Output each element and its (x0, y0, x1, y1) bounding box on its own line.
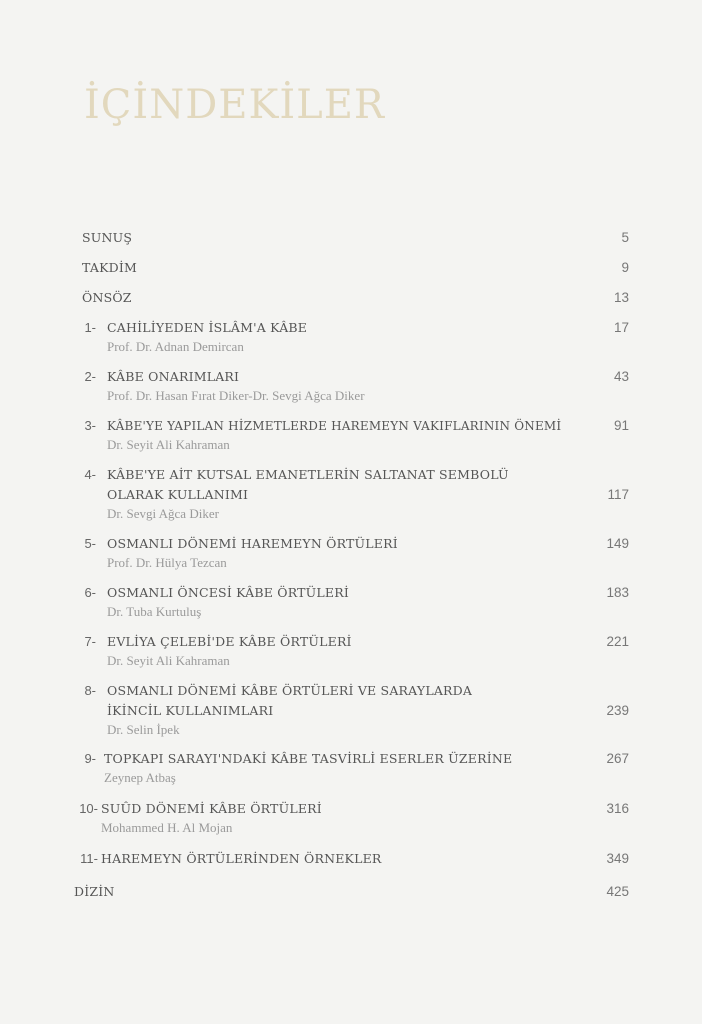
entry-author: Dr. Seyit Ali Kahraman (107, 437, 230, 452)
entry-title: KÂBE ONARIMLARI (107, 369, 240, 384)
entry-author: Dr. Tuba Kurtuluş (107, 604, 202, 619)
entry-title: OSMANLI DÖNEMİ KÂBE ÖRTÜLERİ VE SARAYLARDA (107, 683, 473, 698)
entry-page: 91 (613, 418, 629, 433)
entry-title: CAHİLİYEDEN İSLÂM'A KÂBE (107, 320, 308, 335)
entry-page: 149 (606, 536, 629, 551)
entry-page: 239 (606, 703, 629, 718)
entry-number: 3- (84, 418, 96, 433)
entry-author: Dr. Sevgi Ağca Diker (107, 506, 219, 521)
entry-number: 6- (84, 585, 96, 600)
entry-title: EVLİYA ÇELEBİ'DE KÂBE ÖRTÜLERİ (107, 634, 352, 649)
entry-title: KÂBE'YE YAPILAN HİZMETLERDE HAREMEYN VAKIFLARININ ÖNEMİ (107, 419, 562, 433)
entry-page: 425 (606, 884, 629, 899)
page-title: İÇİNDEKİLER (84, 82, 386, 128)
entry-page: 117 (607, 487, 629, 502)
entry-number: 2- (84, 369, 96, 384)
entry-page: 9 (621, 260, 629, 275)
entry-title-continued: İKİNCİL KULLANIMLARI (107, 703, 274, 718)
entry-page: 221 (606, 634, 629, 649)
entry-author: Zeynep Atbaş (104, 770, 176, 785)
entry-page: 13 (613, 290, 629, 305)
entry-author: Dr. Selin İpek (107, 722, 180, 737)
entry-title: SUÛD DÖNEMİ KÂBE ÖRTÜLERİ (101, 801, 322, 816)
entry-page: 267 (606, 751, 629, 766)
entry-title: HAREMEYN ÖRTÜLERİNDEN ÖRNEKLER (101, 851, 382, 866)
entry-author: Prof. Dr. Hasan Fırat Diker-Dr. Sevgi Ağca Diker (107, 388, 365, 403)
entry-author: Dr. Seyit Ali Kahraman (107, 653, 230, 668)
entry-title: DİZİN (74, 884, 115, 899)
entry-page: 183 (606, 585, 629, 600)
entry-number: 5- (84, 536, 96, 551)
entry-author: Mohammed H. Al Mojan (101, 820, 233, 835)
entry-page: 17 (613, 320, 629, 335)
entry-page: 5 (621, 230, 629, 245)
entry-title: TAKDİM (82, 260, 137, 275)
entry-title: TOPKAPI SARAYI'NDAKİ KÂBE TASVİRLİ ESERLER ÜZERİNE (104, 751, 513, 766)
entry-number: 8- (84, 683, 96, 698)
entry-number: 4- (84, 467, 96, 482)
entry-page: 349 (606, 851, 629, 866)
entry-title: SUNUŞ (82, 230, 133, 245)
entry-author: Prof. Dr. Adnan Demircan (107, 339, 244, 354)
entry-number: 7- (84, 634, 96, 649)
entry-title: OSMANLI ÖNCESİ KÂBE ÖRTÜLERİ (107, 585, 349, 600)
entry-author: Prof. Dr. Hülya Tezcan (107, 555, 227, 570)
entry-number: 1- (84, 320, 96, 335)
entry-title-continued: OLARAK KULLANIMI (107, 487, 249, 502)
entry-number: 10- (79, 801, 98, 816)
entry-number: 9- (84, 751, 96, 766)
entry-title: KÂBE'YE AİT KUTSAL EMANETLERİN SALTANAT SEMBOLÜ (107, 467, 509, 482)
entry-number: 11- (80, 851, 98, 866)
entry-title: OSMANLI DÖNEMİ HAREMEYN ÖRTÜLERİ (107, 536, 398, 551)
entry-page: 43 (613, 369, 629, 384)
entry-title: ÖNSÖZ (82, 290, 132, 305)
entry-page: 316 (606, 801, 629, 816)
